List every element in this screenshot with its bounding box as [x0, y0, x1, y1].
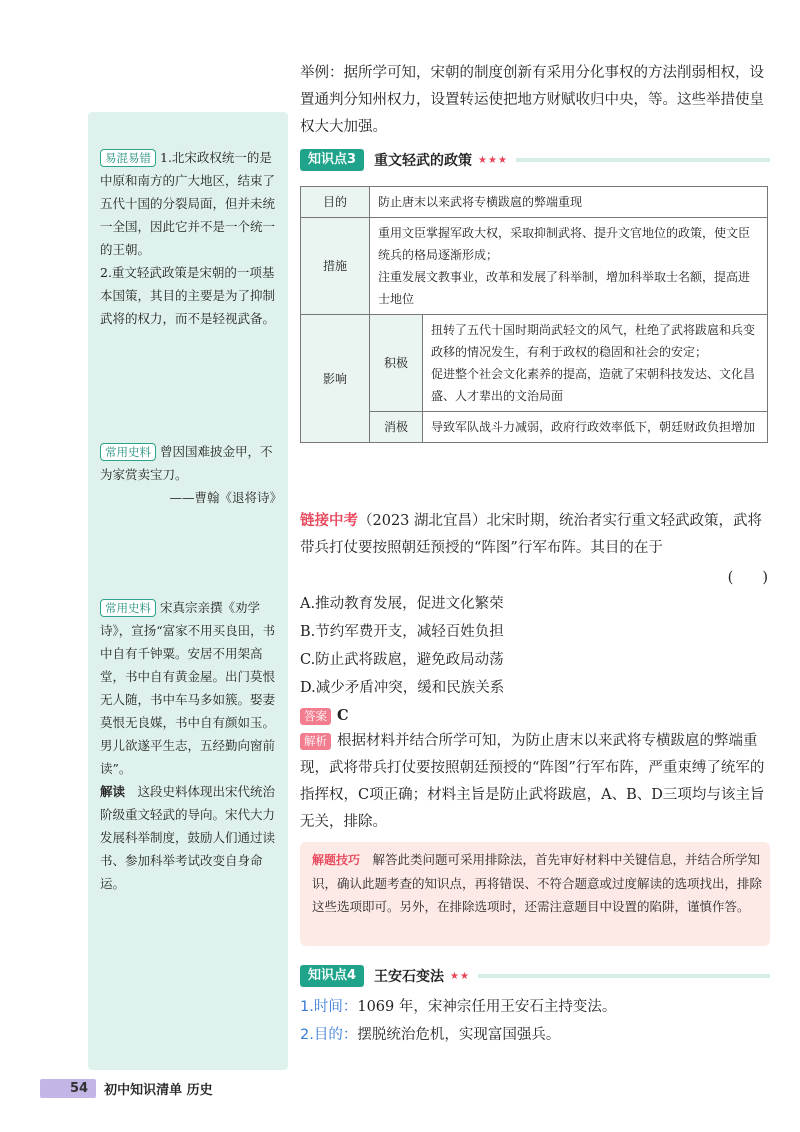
measures-label: 措施 — [301, 218, 370, 315]
option-d: D.减少矛盾冲突，缓和民族关系 — [300, 680, 505, 696]
source1-attribution: ——曹翰《退将诗》 — [169, 490, 282, 505]
answer-value: C — [337, 707, 349, 724]
kp3-stars-icon: ★★★ — [478, 154, 508, 166]
source2-tag: 常用史料 — [100, 599, 156, 617]
kp3-title: 重文轻武的政策 — [374, 153, 473, 169]
kp4-item-2-label: 2.目的： — [300, 1027, 358, 1043]
answer-line — [300, 704, 349, 728]
tip-label: 解题技巧 — [312, 853, 361, 867]
impact-label: 影响 — [301, 315, 370, 443]
option-c: C.防止武将跋扈，避免政局动荡 — [300, 652, 504, 668]
kp4-divider — [478, 974, 770, 978]
positive-line-2: 促进整个社会文化素养的提高，造就了宋朝科技发达、文化昌盛、人才辈出的文治局面 — [431, 367, 756, 403]
question-stem: （2023 湖北宜昌）北宋时期，统治者实行重文轻武政策，武将带兵打仗要按照朝廷预授的“阵图”行军布阵。其目的在于 — [300, 513, 763, 556]
tip-text: 解答此类问题可采用排除法，首先审好材料中关键信息，并结合所学知识，确认此题考查的知识点，再将错误、不符合题意或过度解读的选项找出，排除这些选项即可。另外，在排除选项时，还需注意题目中设置的陷阱，谨慎作答。 — [312, 852, 763, 914]
positive-label: 积极 — [370, 315, 423, 412]
source2-text: 宋真宗亲撰《劝学诗》，宣扬“富家不用买良田，书中自有千钟粟。安居不用架高堂，书中自有黄金屋。出门莫恨无人随，书中车马多如簇。娶妻莫恨无良媒，书中自有颜如玉。男儿欲遂平生志，五经勤向窗前读”。 — [100, 600, 276, 776]
source-note-2 — [100, 596, 282, 895]
intro-paragraph: 举例：据所学可知，宋朝的制度创新有采用分化事权的方法削弱相权，设置通判分知州权力，设置转运使把地方财赋收归中央，等。这些举措使皇权大大加强。 — [300, 65, 764, 135]
exam-question — [300, 508, 770, 562]
kp4-item-2-text: 摆脱统治危机，实现富国强兵。 — [357, 1027, 561, 1043]
kp4-item-2 — [300, 1022, 770, 1049]
kp3-header — [300, 148, 770, 172]
confusion-point-1: 1.北宋政权统一的是中原和南方的广大地区，结束了五代十国的分裂局面，但并未统一全国，因此它并不是一个统一的王朝。 — [100, 150, 276, 257]
kp4-stars-icon: ★★ — [450, 970, 470, 982]
measures-cell — [370, 218, 768, 315]
analysis-tag: 解析 — [300, 733, 331, 750]
positive-cell — [423, 315, 768, 412]
source-note-1 — [100, 440, 282, 509]
book-title: 初中知识清单 历史 — [104, 1083, 213, 1098]
kp3-badge: 知识点3 — [300, 149, 364, 171]
kp4-item-1-text: 1069 年，宋神宗任用王安石主持变法。 — [357, 999, 617, 1015]
page-footer — [40, 1079, 213, 1098]
kp4-item-1 — [300, 994, 770, 1021]
measures-line-1: 重用文臣掌握军政大权，采取抑制武将、提升文官地位的政策，使文臣统兵的格局逐渐形成； — [378, 226, 751, 262]
page-number: 54 — [40, 1079, 96, 1098]
analysis — [300, 728, 770, 836]
negative-cell: 导致军队战斗力减弱，政府行政效率低下，朝廷财政负担增加 — [423, 412, 768, 443]
table-row — [301, 218, 768, 315]
option-b: B.节约军费开支，减轻百姓负担 — [300, 624, 504, 640]
table-row — [301, 412, 768, 443]
confusion-point-2: 2.重文轻武政策是宋朝的一项基本国策，其目的主要是为了抑制武将的权力，而不是轻视武备。 — [100, 265, 276, 326]
interp-label: 解读 — [100, 784, 126, 799]
kp4-badge: 知识点4 — [300, 965, 364, 987]
answer-tag: 答案 — [300, 708, 331, 725]
policy-table — [300, 186, 768, 443]
kp4-title: 王安石变法 — [374, 969, 445, 985]
table-row — [301, 187, 768, 218]
kp3-divider — [516, 158, 770, 162]
confusion-note — [100, 146, 282, 330]
kp4-item-1-label: 1.时间： — [300, 999, 358, 1015]
tip-content — [312, 848, 762, 918]
analysis-text: 根据材料并结合所学可知，为防止唐末以来武将专横跋扈的弊端重现，武将带兵打仗要按照朝廷预授的“阵图”行军布阵，严重束缚了统军的指挥权，C项正确；材料主旨是防止武将跋扈，A、B、D三项均与该主旨无关，排除。 — [300, 733, 765, 830]
option-a: A.推动教育发展，促进文化繁荣 — [300, 596, 504, 612]
negative-label: 消极 — [370, 412, 423, 443]
measures-line-2: 注重发展文教事业，改革和发展了科举制，增加科举取士名额，提高进士地位 — [378, 270, 751, 306]
confusion-tag: 易混易错 — [100, 149, 156, 167]
purpose-label: 目的 — [301, 187, 370, 218]
source1-text: 曾因国难披金甲，不为家赏卖宝刀。 — [100, 444, 273, 482]
positive-line-1: 扭转了五代十国时期尚武轻文的风气，杜绝了武将跋扈和兵变政移的情况发生，有利于政权的稳固和社会的安定； — [431, 323, 756, 359]
interp-text: 这段史料体现出宋代统治阶级重文轻武的导向。宋代大力发展科举制度，鼓励人们通过读书、参加科举考试改变自身命运。 — [100, 784, 276, 891]
purpose-cell: 防止唐末以来武将专横跋扈的弊端重现 — [370, 187, 768, 218]
source1-tag: 常用史料 — [100, 443, 156, 461]
link-exam-label: 链接中考 — [300, 513, 358, 529]
answer-blank: ( ) — [727, 570, 768, 586]
table-row — [301, 315, 768, 412]
kp4-header — [300, 964, 770, 988]
